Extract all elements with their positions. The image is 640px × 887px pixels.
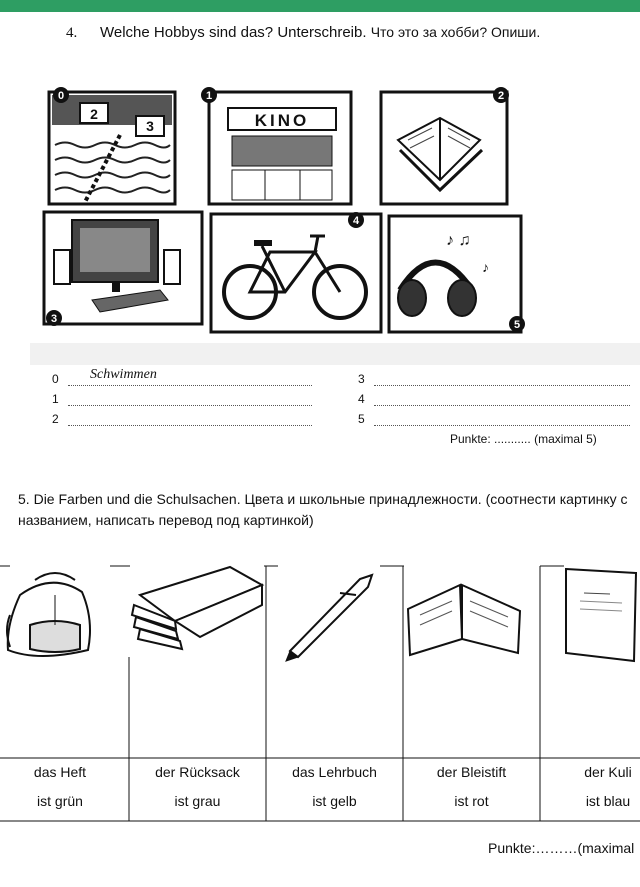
svg-text:♪ ♫: ♪ ♫ (446, 232, 471, 249)
item-4-name: der Bleistift (436, 764, 507, 780)
answer-0-handwriting: Schwimmen (90, 367, 157, 382)
answer-row-3[interactable]: 3 (358, 372, 630, 386)
punkte-blank[interactable]: ........... (494, 432, 531, 446)
open-book-icon (408, 585, 520, 655)
answer-row-4[interactable]: 4 (358, 392, 630, 406)
pen-icon (286, 575, 372, 661)
scan-band (30, 343, 640, 365)
cinema-picture (209, 92, 351, 204)
badge-4: 4 (352, 215, 360, 227)
badge-2: 2 (497, 90, 505, 102)
school-items-grid (0, 565, 640, 823)
item-2-color: ist grau (174, 793, 221, 809)
lane-number-2: 2 (90, 106, 98, 122)
lane-number-3: 3 (146, 118, 154, 134)
task5-title-de: Die Farben und die Schulsachen. (33, 491, 241, 507)
task4-title-ru: Что это за хобби? Опиши. (370, 24, 541, 40)
colored-pencils-icon (132, 567, 262, 649)
svg-text:♪: ♪ (482, 259, 489, 275)
notebook-icon (566, 569, 636, 661)
computer-picture (44, 212, 202, 324)
badge-0: 0 (57, 90, 65, 102)
task5-title-ru: Цвета и школьные принадлежности. (соотнести картинку с названием, написать перевод под картинкой) (18, 491, 628, 528)
item-4-color: ist rot (454, 793, 489, 809)
item-5-color: ist blau (585, 793, 631, 809)
badge-1: 1 (205, 90, 213, 102)
reading-book-picture (381, 92, 507, 204)
answer-row-2[interactable]: 2 (52, 412, 312, 426)
bicycle-picture (211, 214, 381, 332)
item-3-color: ist gelb (312, 793, 357, 809)
item-2-name: der Rücksack (155, 764, 240, 780)
answer-row-5[interactable]: 5 (358, 412, 630, 426)
task5-number: 5. (18, 491, 30, 507)
punkte-label: Punkte: (450, 432, 491, 446)
item-1-color: ist grün (37, 793, 83, 809)
task5-heading (18, 489, 638, 531)
item-1-name: das Heft (33, 764, 87, 780)
answer-row-0[interactable]: 0 (52, 372, 312, 386)
task5-score: Punkte:………(maximal (488, 840, 635, 856)
task4-title-de: Welche Hobbys sind das? Unterschreib. (100, 24, 367, 41)
item-5-name: der Kuli (584, 764, 632, 780)
music-headphones-picture (389, 216, 521, 332)
item-3-name: das Lehrbuch (292, 764, 377, 780)
task4-score (450, 432, 597, 446)
badge-3: 3 (50, 313, 58, 325)
answer-row-1[interactable]: 1 (52, 392, 312, 406)
badge-5: 5 (513, 319, 521, 331)
punkte-max: (maximal 5) (534, 432, 597, 446)
swimming-pool-picture (49, 92, 175, 204)
task4-number: 4. (66, 25, 78, 41)
backpack-icon (7, 573, 90, 656)
kino-sign: KINO (254, 111, 310, 130)
